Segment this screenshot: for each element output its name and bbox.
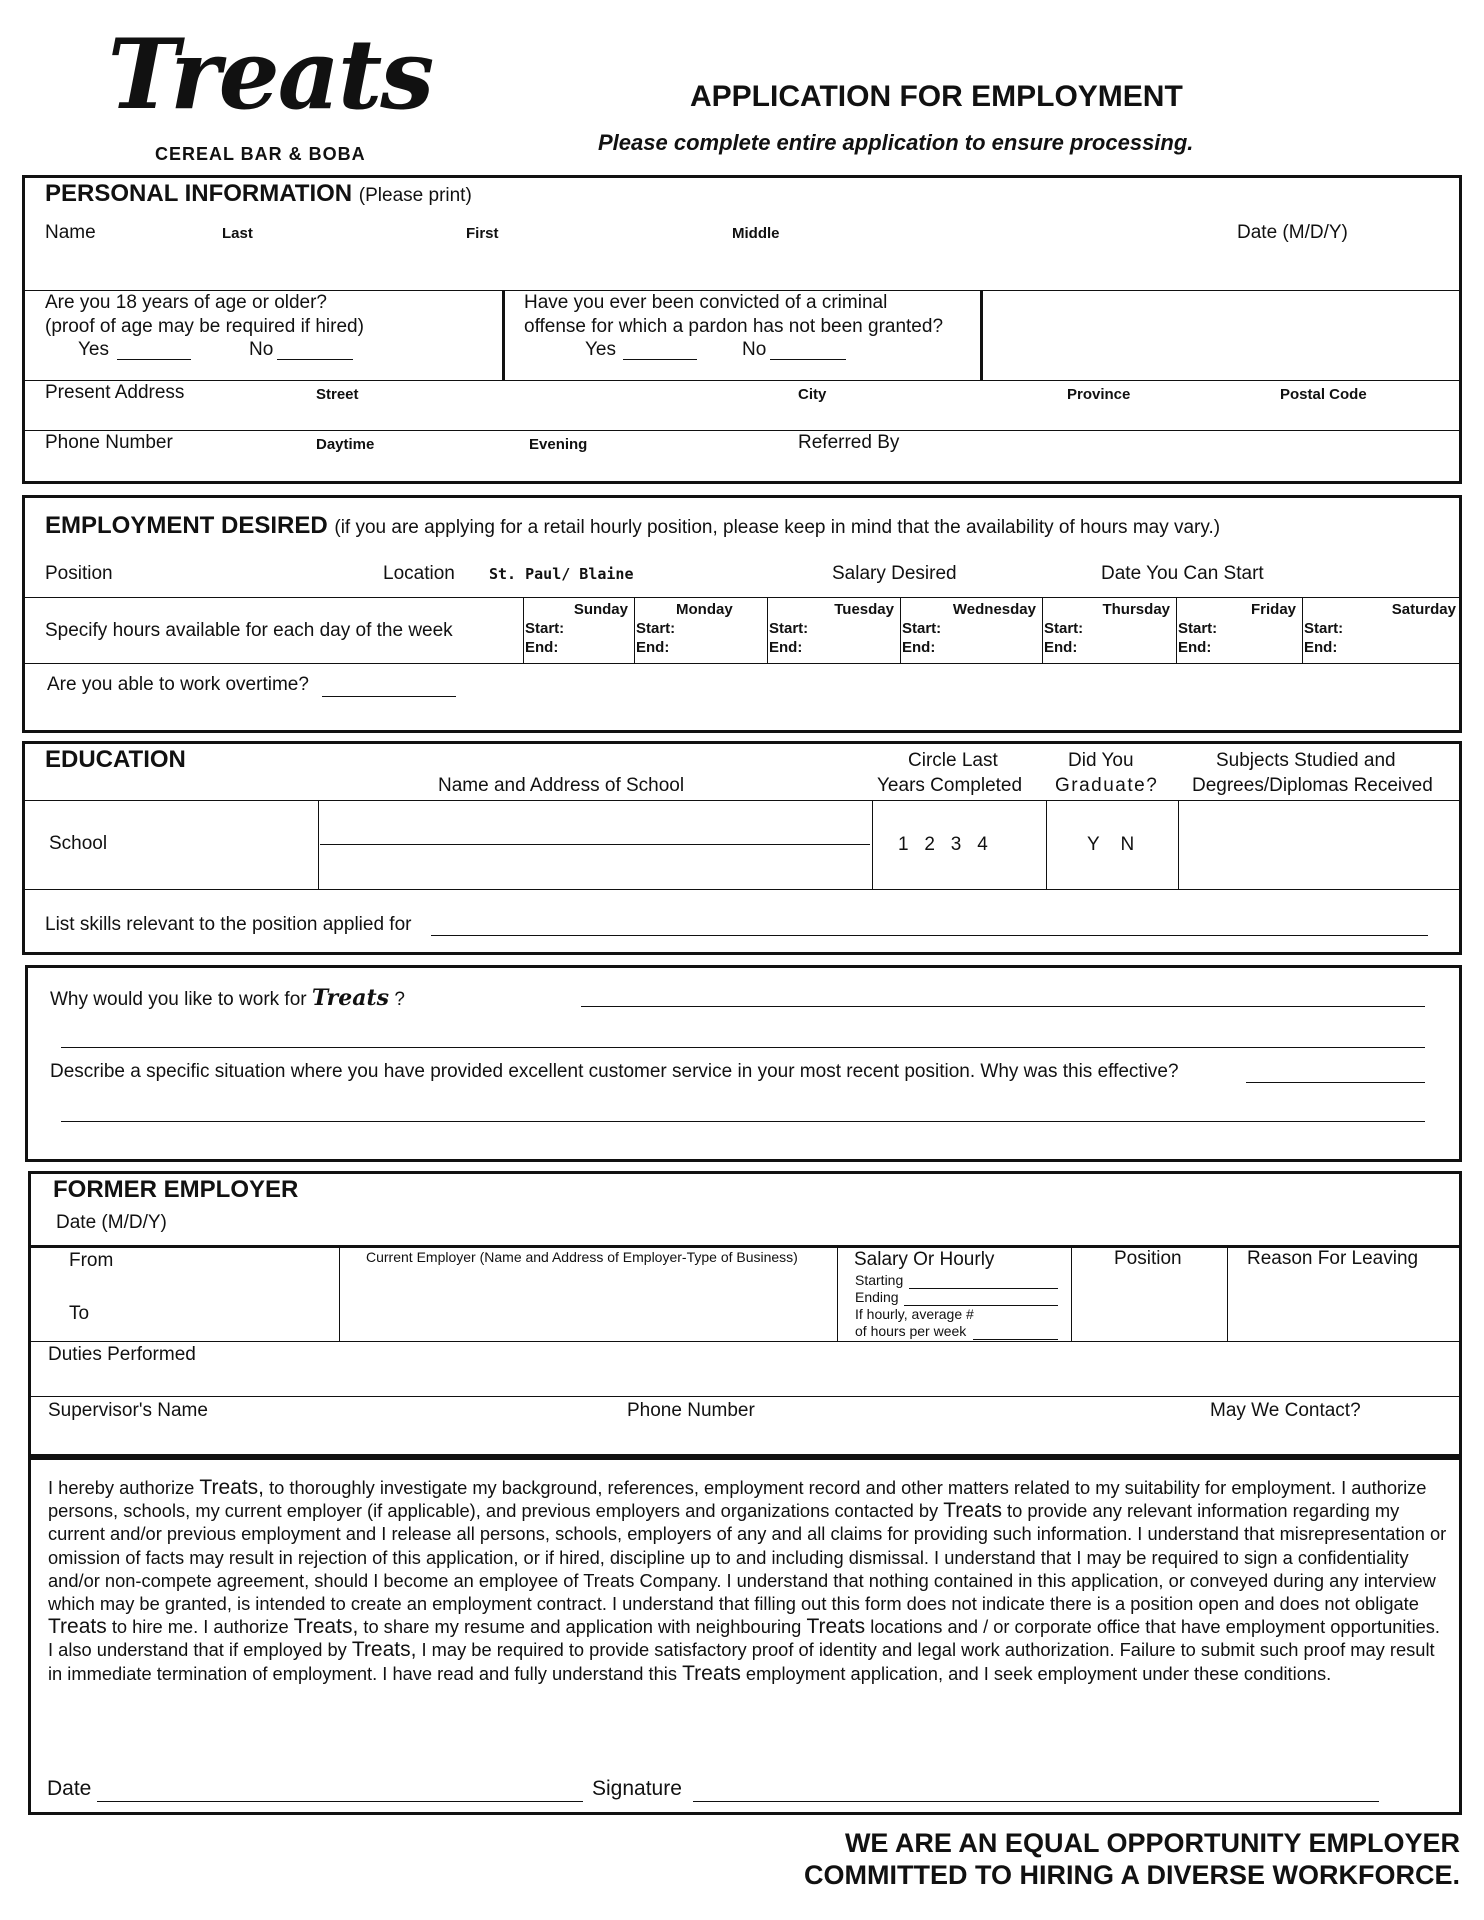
auth-date-label: Date bbox=[47, 1777, 92, 1800]
why-work-label: Why would you like to work for Treats ? bbox=[50, 985, 405, 1011]
school-col-header: Name and Address of School bbox=[438, 775, 685, 796]
postal-code-label: Postal Code bbox=[1280, 386, 1367, 403]
education-heading: EDUCATION bbox=[45, 746, 186, 773]
reason-leaving-label: Reason For Leaving bbox=[1247, 1248, 1419, 1269]
daytime-label: Daytime bbox=[316, 436, 375, 453]
page-title: APPLICATION FOR EMPLOYMENT bbox=[690, 80, 1183, 113]
day-saturday[interactable]: Saturday Start: End: bbox=[1304, 601, 1456, 656]
age-no-label: No bbox=[249, 339, 274, 360]
page-subtitle: Please complete entire application to ensure processing. bbox=[598, 130, 1194, 155]
school-address-field[interactable] bbox=[322, 848, 868, 886]
age-no-field[interactable] bbox=[277, 359, 353, 360]
ending-label: Ending bbox=[855, 1289, 899, 1305]
day-friday[interactable]: Friday Start: End: bbox=[1178, 601, 1296, 656]
salary-desired-label: Salary Desired bbox=[832, 563, 957, 584]
skills-label: List skills relevant to the position applied for bbox=[45, 914, 412, 935]
criminal-question-line2: offense for which a pardon has not been granted? bbox=[524, 316, 944, 337]
subjects-col-header-1: Subjects Studied and bbox=[1216, 750, 1396, 771]
years-col-header-1: Circle Last bbox=[908, 750, 998, 771]
date-label: Date (M/D/Y) bbox=[1237, 222, 1348, 243]
personal-info-heading: PERSONAL INFORMATION (Please print) bbox=[45, 180, 472, 207]
grad-col-header-1: Did You bbox=[1068, 750, 1134, 771]
years-col-header-2: Years Completed bbox=[877, 775, 1023, 796]
day-wednesday[interactable]: Wednesday Start: End: bbox=[902, 601, 1036, 656]
hours-label: Specify hours available for each day of the week bbox=[45, 620, 453, 641]
starting-label: Starting bbox=[855, 1272, 904, 1288]
criminal-no-label: No bbox=[742, 339, 767, 360]
signature-label: Signature bbox=[592, 1777, 682, 1800]
logo-subtitle: CEREAL BAR & BOBA bbox=[155, 144, 366, 164]
former-date-label: Date (M/D/Y) bbox=[56, 1212, 167, 1233]
criminal-yes-label: Yes bbox=[585, 339, 616, 360]
customer-service-field-2[interactable] bbox=[61, 1121, 1425, 1122]
grad-col-header-2: Graduate? bbox=[1055, 775, 1159, 796]
criminal-question-line1: Have you ever been convicted of a criminal bbox=[524, 292, 888, 313]
city-label: City bbox=[798, 386, 827, 403]
may-contact-label: May We Contact? bbox=[1210, 1400, 1361, 1421]
day-tuesday[interactable]: Tuesday Start: End: bbox=[769, 601, 894, 656]
age-question-line1: Are you 18 years of age or older? bbox=[45, 292, 328, 313]
auth-date-field[interactable] bbox=[97, 1801, 583, 1802]
school-label: School bbox=[49, 833, 108, 854]
eoe-line-1: WE ARE AN EQUAL OPPORTUNITY EMPLOYER bbox=[844, 1828, 1460, 1858]
customer-service-field[interactable] bbox=[1246, 1082, 1425, 1083]
duties-label: Duties Performed bbox=[48, 1344, 196, 1365]
to-label: To bbox=[69, 1303, 90, 1324]
name-label: Name bbox=[45, 222, 96, 243]
starting-field[interactable] bbox=[909, 1288, 1058, 1289]
start-date-label: Date You Can Start bbox=[1101, 563, 1264, 584]
why-work-field[interactable] bbox=[581, 1006, 1425, 1007]
avg-hours-label-2: of hours per week bbox=[855, 1323, 967, 1339]
eoe-line-2: COMMITTED TO HIRING A DIVERSE WORKFORCE. bbox=[803, 1860, 1460, 1890]
salary-hourly-label: Salary Or Hourly bbox=[854, 1249, 995, 1270]
age-question-line2: (proof of age may be required if hired) bbox=[45, 316, 364, 337]
overtime-label: Are you able to work overtime? bbox=[47, 674, 309, 695]
criminal-no-field[interactable] bbox=[770, 359, 846, 360]
why-work-field-2[interactable] bbox=[61, 1047, 1425, 1048]
referred-by-label: Referred By bbox=[798, 432, 900, 453]
former-position-label: Position bbox=[1114, 1248, 1182, 1269]
current-employer-label: Current Employer (Name and Address of Employer-Type of Business) bbox=[366, 1249, 798, 1265]
logo bbox=[105, 20, 435, 170]
last-name-label: Last bbox=[222, 225, 253, 242]
supervisor-label: Supervisor's Name bbox=[48, 1400, 208, 1421]
skills-field[interactable] bbox=[431, 935, 1428, 936]
position-label: Position bbox=[45, 563, 113, 584]
phone-label: Phone Number bbox=[45, 432, 173, 453]
authorization-text: I hereby authorize Treats, to thoroughly investigate my background, references, employment record and other matters related to my suitability for employment. I authorize persons, schools, my current employer (if applicable), and previous employers and organizations contacted by Treats to provide any relevant information regarding my current and/or previous employment and I release all persons, schools, employers of any and all claims for providing such information. I understand that misrepresentation or omission of facts may result in rejection of this application, or if hired, discipline up to and including dismissal. I understand that I may be required to sign a confidentiality and/or non-compete agreement, should I become an employee of Treats Company. I understand that nothing contained in this application, or conveyed during any interview which may be granted, is intended to create an employment contract. I understand that filling out this form does not indicate there is a position open and does not obligate Treats to hire me. I authorize Treats, to share my resume and application with neighbouring Treats locations and / or corporate office that have employment opportunities. I also understand that if employed by Treats, I may be required to provide satisfactory proof of identity and legal work authorization. Failure to submit such proof may result in immediate termination of employment. I have read and fully understand this Treats employment application, and I seek employment under these conditions. bbox=[48, 1476, 1447, 1685]
day-sunday[interactable]: Sunday Start: End: bbox=[525, 601, 628, 656]
from-label: From bbox=[69, 1250, 114, 1271]
former-phone-label: Phone Number bbox=[627, 1400, 755, 1421]
school-name-field[interactable] bbox=[322, 804, 868, 842]
years-options[interactable]: 1 2 3 4 bbox=[898, 834, 988, 855]
address-label: Present Address bbox=[45, 382, 185, 403]
age-yes-label: Yes bbox=[78, 339, 109, 360]
employment-desired-heading: EMPLOYMENT DESIRED (if you are applying for a retail hourly position, please keep in mind that the availability of hours may vary.) bbox=[45, 512, 1221, 539]
first-name-label: First bbox=[466, 225, 499, 242]
overtime-field[interactable] bbox=[322, 696, 456, 697]
customer-service-question: Describe a specific situation where you have provided excellent customer service in your most recent position. Why was this effective? bbox=[50, 1061, 1179, 1082]
criminal-yes-field[interactable] bbox=[623, 359, 697, 360]
name-field[interactable] bbox=[45, 246, 1445, 286]
location-label: Location bbox=[383, 563, 455, 584]
subjects-col-header-2: Degrees/Diplomas Received bbox=[1192, 775, 1433, 796]
avg-hours-field[interactable] bbox=[973, 1339, 1058, 1340]
logo-wordmark: Treats bbox=[107, 18, 433, 131]
province-label: Province bbox=[1067, 386, 1131, 403]
signature-field[interactable] bbox=[693, 1801, 1379, 1802]
day-monday[interactable]: Monday Start: End: bbox=[636, 601, 733, 656]
avg-hours-label-1: If hourly, average # bbox=[855, 1306, 974, 1322]
evening-label: Evening bbox=[529, 436, 588, 453]
location-value: St. Paul/ Blaine bbox=[489, 565, 634, 583]
age-yes-field[interactable] bbox=[117, 359, 191, 360]
day-thursday[interactable]: Thursday Start: End: bbox=[1044, 601, 1170, 656]
street-label: Street bbox=[316, 386, 359, 403]
former-employer-heading: FORMER EMPLOYER bbox=[53, 1176, 299, 1203]
graduate-options[interactable]: Y N bbox=[1087, 834, 1135, 855]
middle-name-label: Middle bbox=[732, 225, 780, 242]
